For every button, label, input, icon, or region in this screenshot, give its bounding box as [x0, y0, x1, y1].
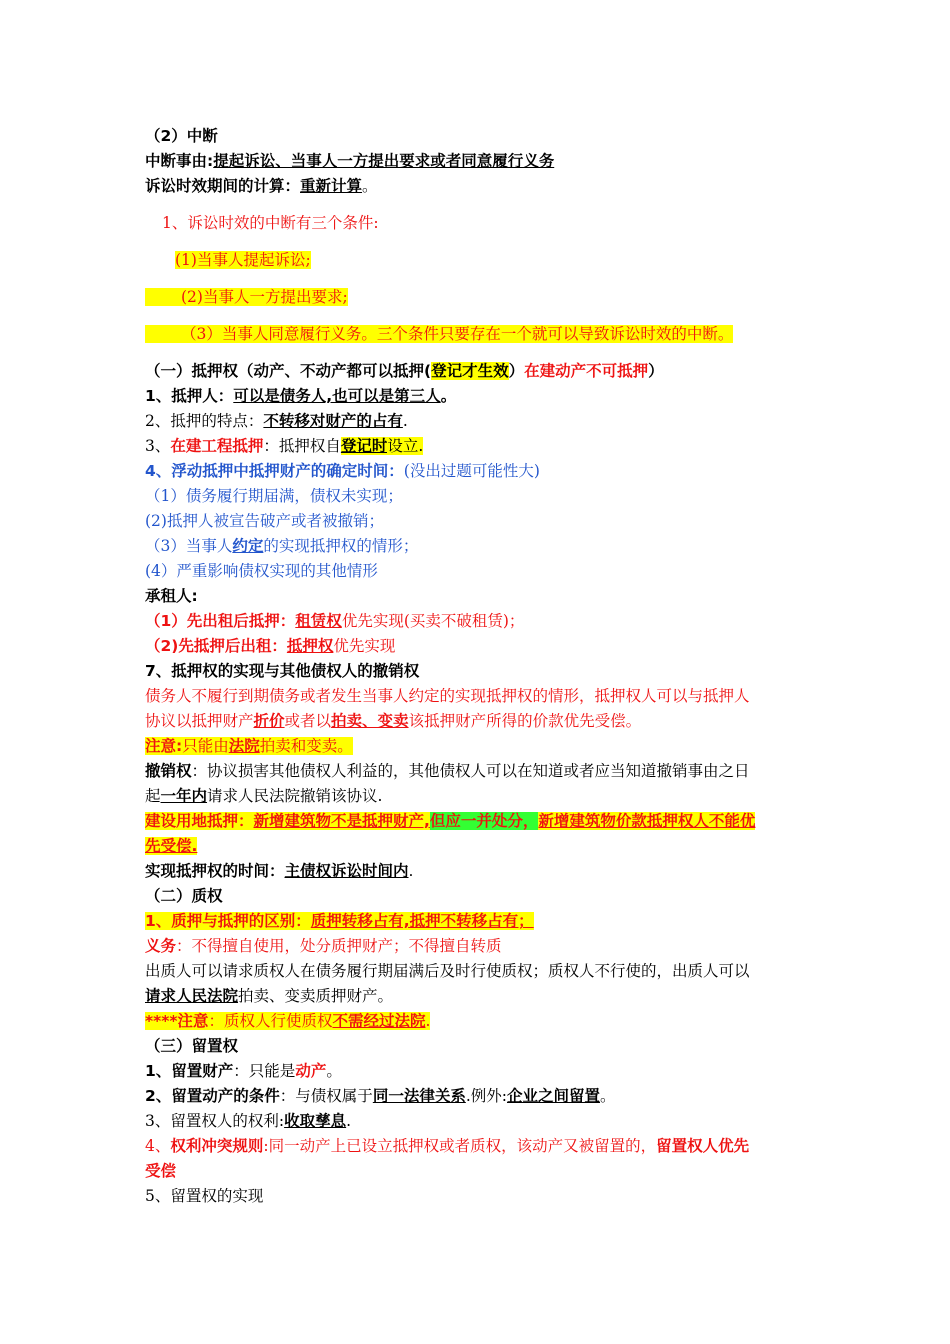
floating-item-1: （1）债务履行期届满，债权未实现； — [145, 487, 403, 505]
lien-property: 1、留置财产：只能是动产。 — [145, 1062, 342, 1080]
condition-1: (1)当事人提起诉讼; — [175, 251, 311, 269]
revocation-right-2: 起一年内请求人民法院撤销该协议. — [145, 787, 383, 805]
lessee-heading: 承租人: — [145, 587, 198, 605]
pledge-difference: 1、质押与抵押的区别：质押转移占有,抵押不转移占有； — [145, 912, 534, 930]
revocation-right-1: 撤销权：协议损害其他债权人利益的，其他债权人可以在知道或者应当知道撤销事由之日 — [145, 762, 750, 780]
heading-interruption: （2）中断 — [145, 127, 218, 145]
lessee-item-1: （1）先出租后抵押：租赁权优先实现(买卖不破租赁)； — [145, 612, 525, 630]
heading-pledge: （二）质权 — [145, 887, 223, 905]
realization-time: 实现抵押权的时间：主债权诉讼时间内. — [145, 862, 414, 880]
floating-item-3: （3）当事人约定的实现抵押权的情形； — [145, 537, 419, 555]
condition-3: （3）当事人同意履行义务。三个条件只要存在一个就可以导致诉讼时效的中断。 — [145, 323, 733, 345]
condition-2: (2)当事人一方提出要求; — [145, 286, 348, 308]
lien-realization: 5、留置权的实现 — [145, 1187, 264, 1205]
limitation-calculation: 诉讼时效期间的计算：重新计算。 — [145, 177, 378, 195]
mortgage-realization-heading: 7、抵押权的实现与其他债权人的撤销权 — [145, 662, 420, 680]
land-mortgage-2: 先受偿. — [145, 837, 198, 855]
lien-conditions: 2、留置动产的条件：与债权属于同一法律关系.例外:企业之间留置。 — [145, 1087, 616, 1105]
court-note: 注意:只能由法院拍卖和变卖。 — [145, 737, 353, 755]
heading-mortgage: （一）抵押权（动产、不动产都可以抵押(登记才生效）在建动产不可抵押） — [145, 362, 664, 380]
pledge-paragraph-2: 请求人民法院拍卖、变卖质押财产。 — [145, 987, 394, 1005]
pledge-paragraph-1: 出质人可以请求质权人在债务履行期届满后及时行使质权；质权人不行使的，出质人可以 — [145, 962, 750, 980]
construction-mortgage: 3、在建工程抵押：抵押权自登记时设立. — [145, 437, 424, 455]
pledge-obligations: 义务：不得擅自使用，处分质押财产；不得擅自转质 — [145, 937, 502, 955]
heading-lien: （三）留置权 — [145, 1037, 239, 1055]
lien-rights: 3、留置权人的权利:收取孳息. — [145, 1112, 352, 1130]
floating-item-4: (4）严重影响债权实现的其他情形 — [145, 562, 378, 580]
floating-item-2: (2)抵押人被宣告破产或者被撤销； — [145, 512, 384, 530]
realization-paragraph-2: 协议以抵押财产折价或者以拍卖、变卖该抵押财产所得的价款优先受偿。 — [145, 712, 642, 730]
interruption-conditions-title: 1、诉讼时效的中断有三个条件: — [162, 214, 379, 232]
conflict-rule-1: 4、权利冲突规则:同一动产上已设立抵押权或者质权，该动产又被留置的，留置权人优先 — [145, 1137, 750, 1155]
mortgage-feature: 2、抵押的特点：不转移对财产的占有. — [145, 412, 408, 430]
floating-mortgage-title: 4、浮动抵押中抵押财产的确定时间：(没出过题可能性大) — [145, 462, 540, 480]
realization-paragraph-1: 债务人不履行到期债务或者发生当事人约定的实现抵押权的情形，抵押权人可以与抵押人 — [145, 687, 750, 705]
lessee-item-2: （2)先抵押后出租：抵押权优先实现 — [145, 637, 396, 655]
land-mortgage-1: 建设用地抵押：新增建筑物不是抵押财产,但应一并处分，新增建筑物价款抵押权人不能优 — [145, 812, 756, 830]
interruption-reasons: 中断事由:提起诉讼、当事人一方提出要求或者同意履行义务 — [145, 152, 555, 170]
mortgagor: 1、抵押人：可以是债务人,也可以是第三人。 — [145, 387, 457, 405]
pledge-note: ****注意：质权人行使质权不需经过法院. — [145, 1012, 431, 1030]
conflict-rule-2: 受偿 — [145, 1162, 177, 1180]
